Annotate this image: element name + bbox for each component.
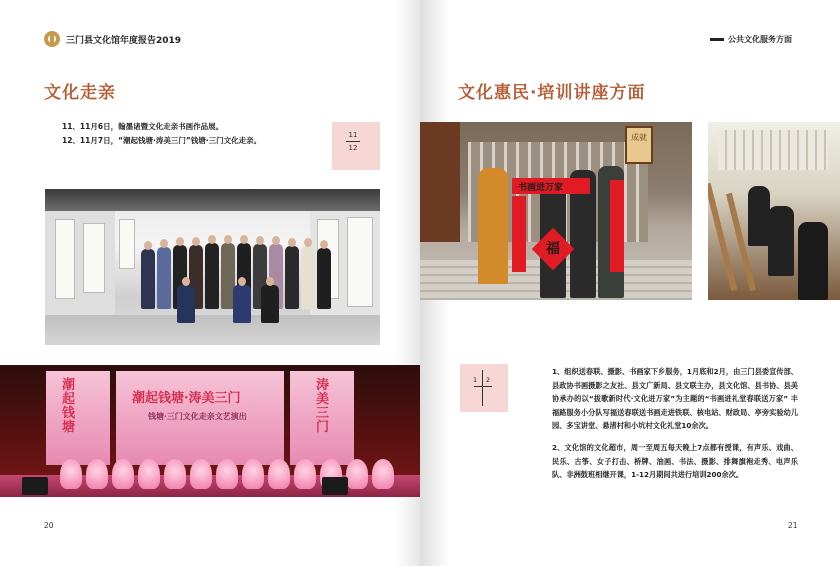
page-number-left: 20 <box>44 521 54 530</box>
header-title: 三门县文化馆年度报告2019 <box>66 35 182 46</box>
stage-text-right: 涛美三门 <box>316 378 330 435</box>
marker-number: 12 <box>348 144 358 152</box>
marker-number: 11 <box>348 131 358 139</box>
stage-banner-main: 潮起钱塘·涛美三门 <box>132 391 241 406</box>
couplet-banner: 书画进万家 <box>512 178 590 194</box>
couplet-giving-photo <box>420 122 692 300</box>
marker-number: 1 <box>473 376 478 384</box>
header-left <box>44 31 181 47</box>
marker-number: 2 <box>486 376 491 384</box>
section-title-left: 文化走亲 <box>44 83 116 103</box>
number-marker <box>332 122 380 170</box>
paragraph-1: 1、组织送春联、摄影、书画家下乡服务，1月底和2月，由三门县委宣传部、县政协书画摄影之友社、县文广新局、县文联主办，县文化馆、县书协、县美协承办的以“拔歌新时代·文化进万家”为主题的“书画进礼堂春联送万家” 丰福路服务小分队写福送春联送书画走进铁联、核电站、财政局、亭旁实验幼儿园、多宝讲堂、悬渚村和小坑村文化礼堂10余次。 <box>552 367 798 431</box>
paragraph-2: 2、文化馆的文化超市，周一至周五每天晚上7点都有授课，有声乐、戏曲、民乐、古筝、女子打击、桥牌、油画、书法、摄影、排舞旗袍走秀、电声乐队、非洲鼓班相继开课，1-12月期间共进行培训200余次。 <box>552 443 798 480</box>
page-number-right: 21 <box>788 521 798 530</box>
fu-character: 福 <box>546 241 560 257</box>
list-item: 12、11月7日，“潮起钱塘·涛美三门”钱塘·三门文化走亲。 <box>62 136 262 145</box>
exhibition-group-photo <box>45 189 380 345</box>
stage-banner-sub: 钱塘·三门文化走亲文艺演出 <box>148 411 247 421</box>
header-section: 公共文化服务方面 <box>728 35 792 44</box>
museum-logo-icon <box>44 31 60 47</box>
header-right <box>710 34 792 45</box>
number-marker-right <box>460 364 508 412</box>
list-item: 11、11月6日，翰墨诸暨文化走亲书画作品展。 <box>62 122 224 131</box>
item-list <box>62 120 261 148</box>
stage-text-left: 潮起钱塘 <box>62 378 76 435</box>
section-mark-icon <box>710 38 724 41</box>
painting-class-photo <box>708 122 840 300</box>
temple-sign: 成就 <box>625 126 653 164</box>
stage-performance-photo <box>0 365 420 497</box>
section-title-right: 文化惠民·培训讲座方面 <box>458 83 646 103</box>
